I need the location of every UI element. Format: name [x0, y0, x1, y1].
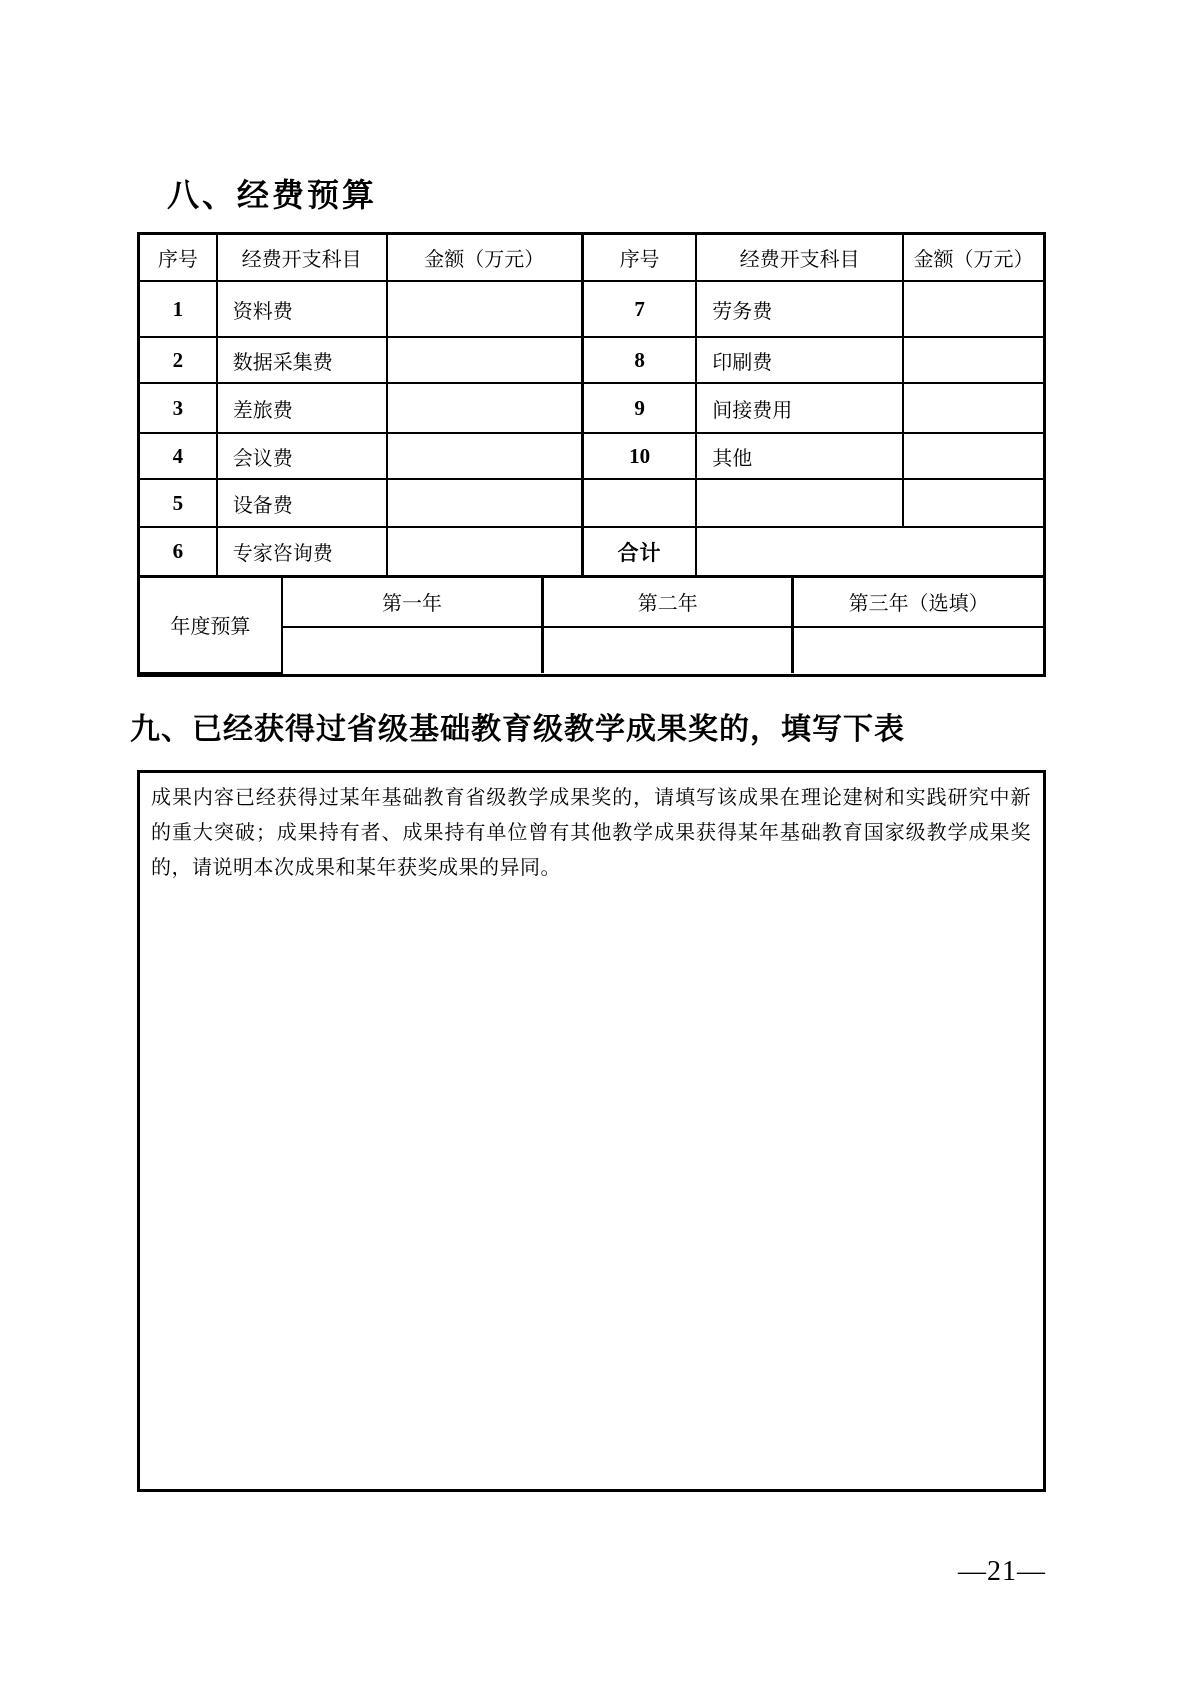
total-label-cell: 合计: [582, 527, 696, 575]
header-amount-right: 金额（万元）: [903, 235, 1043, 281]
seq-empty-cell[interactable]: [582, 479, 696, 527]
budget-row-2-8: [140, 337, 1043, 383]
seq-cell: 9: [582, 383, 696, 433]
budget-row-4-10: [140, 433, 1043, 479]
item-cell: 间接费用: [696, 383, 903, 433]
seq-cell: 6: [140, 527, 217, 575]
amount-input-cell[interactable]: [903, 337, 1043, 383]
header-amount-left: 金额（万元）: [387, 235, 583, 281]
seq-cell: 10: [582, 433, 696, 479]
budget-main-table: [140, 235, 1043, 575]
header-item-right: 经费开支科目: [696, 235, 903, 281]
item-cell: 资料费: [217, 281, 387, 337]
seq-cell: 1: [140, 281, 217, 337]
total-value-cell[interactable]: [696, 527, 1043, 575]
seq-cell: 3: [140, 383, 217, 433]
item-cell: 差旅费: [217, 383, 387, 433]
year2-input-cell[interactable]: [543, 627, 793, 673]
award-description-box[interactable]: [137, 770, 1046, 1492]
annual-budget-label: 年度预算: [140, 577, 282, 673]
header-item-left: 经费开支科目: [217, 235, 387, 281]
budget-header-row: [140, 235, 1043, 281]
item-cell: 数据采集费: [217, 337, 387, 383]
amount-input-cell[interactable]: [387, 281, 583, 337]
budget-section-title: 八、经费预算: [167, 177, 378, 213]
amount-input-cell[interactable]: [387, 527, 583, 575]
amount-input-cell[interactable]: [903, 479, 1043, 527]
amount-input-cell[interactable]: [903, 433, 1043, 479]
seq-cell: 7: [582, 281, 696, 337]
budget-row-5: [140, 479, 1043, 527]
budget-table: [137, 232, 1046, 677]
item-cell: 会议费: [217, 433, 387, 479]
header-seq-right: 序号: [582, 235, 696, 281]
year2-label: 第二年: [543, 577, 793, 627]
page-number: —21—: [958, 1556, 1046, 1587]
budget-row-3-9: [140, 383, 1043, 433]
amount-input-cell[interactable]: [387, 479, 583, 527]
item-empty-cell[interactable]: [696, 479, 903, 527]
seq-cell: 5: [140, 479, 217, 527]
item-cell: 设备费: [217, 479, 387, 527]
seq-cell: 4: [140, 433, 217, 479]
award-section-title: 九、已经获得过省级基础教育级教学成果奖的，填写下表: [130, 713, 905, 746]
amount-input-cell[interactable]: [387, 337, 583, 383]
budget-row-6-total: [140, 527, 1043, 575]
item-cell: 其他: [696, 433, 903, 479]
year1-label: 第一年: [282, 577, 543, 627]
annual-budget-table: [140, 575, 1043, 674]
seq-cell: 2: [140, 337, 217, 383]
year3-label: 第三年（选填）: [793, 577, 1043, 627]
item-cell: 劳务费: [696, 281, 903, 337]
award-instruction-text: 成果内容已经获得过某年基础教育省级教学成果奖的，请填写该成果在理论建树和实践研究中新的重大突破；成果持有者、成果持有单位曾有其他教学成果获得某年基础教育国家级教学成果奖的，请说明本次成果和某年获奖成果的异同。: [151, 787, 1031, 879]
budget-row-1-7: [140, 281, 1043, 337]
amount-input-cell[interactable]: [387, 433, 583, 479]
year1-input-cell[interactable]: [282, 627, 543, 673]
amount-input-cell[interactable]: [903, 383, 1043, 433]
header-seq-left: 序号: [140, 235, 217, 281]
seq-cell: 8: [582, 337, 696, 383]
item-cell: 印刷费: [696, 337, 903, 383]
amount-input-cell[interactable]: [903, 281, 1043, 337]
year3-input-cell[interactable]: [793, 627, 1043, 673]
annual-header-row: [140, 577, 1043, 627]
amount-input-cell[interactable]: [387, 383, 583, 433]
item-cell: 专家咨询费: [217, 527, 387, 575]
